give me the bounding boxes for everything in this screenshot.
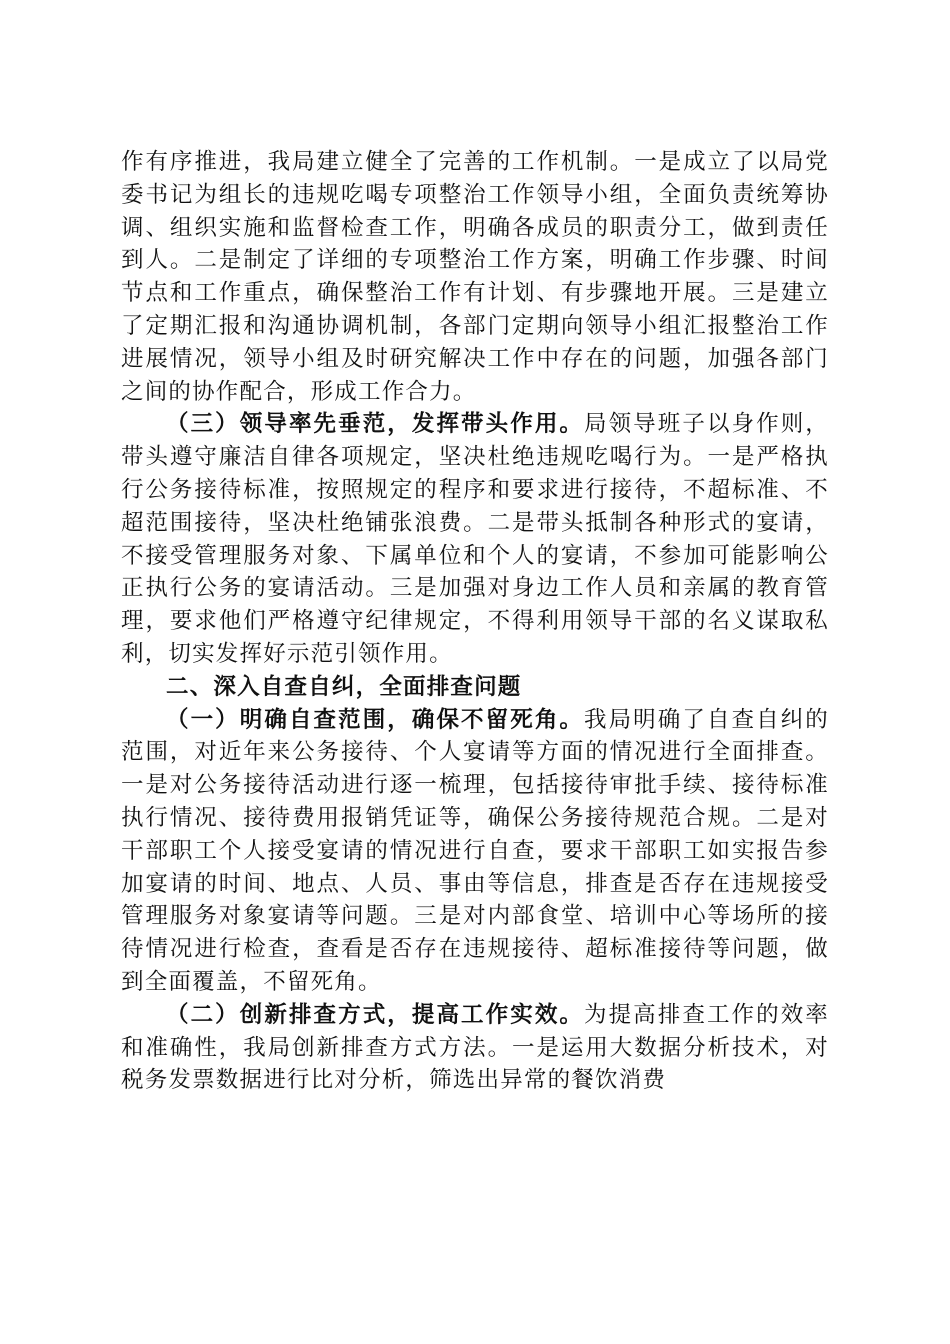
document-body [121,146,829,1097]
paragraph-innovation [121,999,829,1097]
paragraph-text: 局领导班子以身作则，带头遵守廉洁自律各项规定，坚决杜绝违规吃喝行为。一是严格执行公务接待标准，按照规定的程序和要求进行接待，不超标准、不超范围接待，坚决杜绝铺张浪费。二是带头抵制各种形式的宴请，不接受管理服务对象、下属单位和个人的宴请，不参加可能影响公正执行公务的宴请活动。三是加强对身边工作人员和亲属的教育管理，要求他们严格遵守纪律规定，不得利用领导干部的名义谋取私利，切实发挥好示范引领作用。 [121,411,829,667]
paragraph-text: 为提高排查工作的效率和准确性，我局创新排查方式方法。一是运用大数据分析技术，对税务发票数据进行比对分析，筛选出异常的餐饮消费 [121,1001,829,1094]
section-heading: 二、深入自查自纠，全面排查问题 [166,673,522,700]
subsection-lead: （二）创新排查方式，提高工作实效。 [166,1001,584,1028]
paragraph-continuation: 作有序推进，我局建立健全了完善的工作机制。一是成立了以局党委书记为组长的违规吃喝专项整治工作领导小组，全面负责统筹协调、组织实施和监督检查工作，明确各成员的职责分工，做到责任到人。二是制定了详细的专项整治工作方案，明确工作步骤、时间节点和工作重点，确保整治工作有计划、有步骤地开展。三是建立了定期汇报和沟通协调机制，各部门定期向领导小组汇报整治工作进展情况，领导小组及时研究解决工作中存在的问题，加强各部门之间的协作配合，形成工作合力。 [121,149,829,405]
subsection-lead: （三）领导率先垂范，发挥带头作用。 [166,411,584,438]
paragraph-self-check-scope [121,704,829,999]
paragraph-leadership-example [121,408,829,670]
paragraph-text: 我局明确了自查自纠的范围，对近年来公务接待、个人宴请等方面的情况进行全面排查。一是对公务接待活动进行逐一梳理，包括接待审批手续、接待标准执行情况、接待费用报销凭证等，确保公务接待规范合规。二是对干部职工个人接受宴请的情况进行自查，要求干部职工如实报告参加宴请的时间、地点、人员、事由等信息，排查是否存在违规接受管理服务对象宴请等问题。三是对内部食堂、培训中心等场所的接待情况进行检查，查看是否存在违规接待、超标准接待等问题，做到全面覆盖，不留死角。 [121,706,829,995]
subsection-lead: （一）明确自查范围，确保不留死角。 [166,706,584,733]
